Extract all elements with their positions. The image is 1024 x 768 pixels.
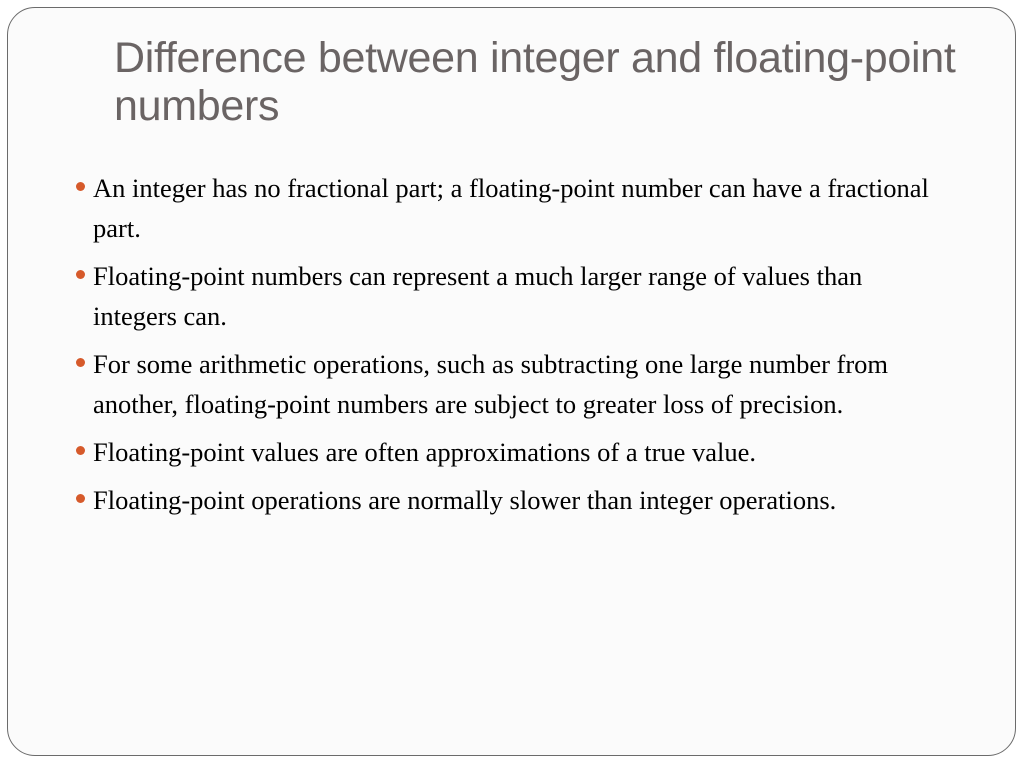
- bullet-text: Floating-point numbers can represent a much larger range of values than integers can.: [93, 261, 863, 331]
- bullet-item: [76, 480, 946, 520]
- slide-frame: [7, 7, 1016, 756]
- bullet-dot-icon: [76, 182, 85, 191]
- bullet-dot-icon: [76, 446, 85, 455]
- bullet-item: [76, 256, 946, 336]
- bullet-dot-icon: [76, 358, 85, 367]
- bullet-text: Floating-point operations are normally slower than integer operations.: [93, 485, 837, 515]
- bullet-item: [76, 432, 946, 472]
- bullet-item: [76, 344, 946, 424]
- bullet-dot-icon: [76, 270, 85, 279]
- slide-title: Difference between integer and floating-point numbers: [114, 34, 956, 130]
- bullet-dot-icon: [76, 494, 85, 503]
- bullet-text: An integer has no fractional part; a floating-point number can have a fractional part.: [93, 173, 929, 243]
- bullet-text: Floating-point values are often approximations of a true value.: [93, 437, 757, 467]
- bullet-text: For some arithmetic operations, such as subtracting one large number from another, floating-point numbers are subject to greater loss of precision.: [93, 349, 889, 419]
- bullet-item: [76, 168, 946, 248]
- bullet-list: [76, 168, 946, 528]
